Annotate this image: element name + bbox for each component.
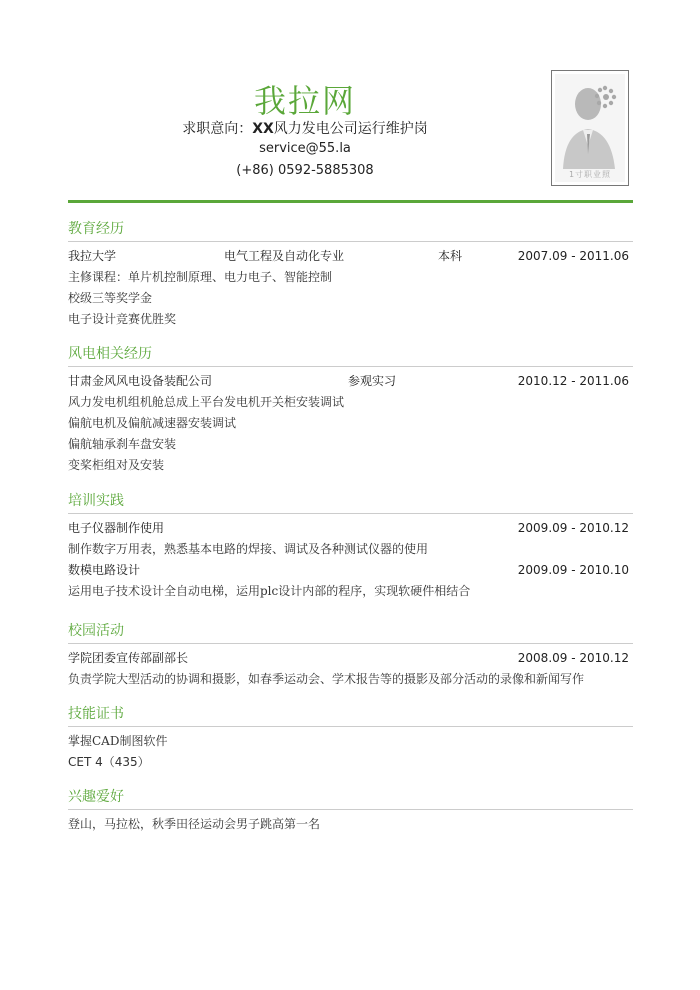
section-divider <box>68 366 633 367</box>
section-divider <box>68 643 633 644</box>
section-skills <box>68 703 633 773</box>
photo-caption: 1寸职业照 <box>568 170 612 179</box>
experience-detail: 偏航电机及偏航减速器安装调试 <box>68 416 237 430</box>
training-date: 2009.09 - 2010.10 <box>517 563 629 577</box>
experience-detail: 风力发电机组机舱总成上平台发电机开关柜安装调试 <box>68 395 345 409</box>
campus-date: 2008.09 - 2010.12 <box>517 651 629 665</box>
training-name: 电子仪器制作使用 <box>68 521 165 535</box>
training-detail: 制作数字万用表，熟悉基本电路的焊接、调试及各种测试仪器的使用 <box>68 542 429 556</box>
degree: 本科 <box>438 249 463 263</box>
section-education <box>68 218 633 330</box>
contact-phone: (+86) 0592-5885308 <box>236 163 374 178</box>
experience-detail: 变桨柜组对及安装 <box>68 458 165 472</box>
major: 电气工程及自动化专业 <box>224 249 345 263</box>
section-campus <box>68 620 633 690</box>
section-title: 教育经历 <box>68 221 124 237</box>
education-detail: 电子设计竞赛优胜奖 <box>68 312 177 326</box>
experience-date: 2010.12 - 2011.06 <box>517 374 629 388</box>
training-row <box>68 560 633 581</box>
section-title: 风电相关经历 <box>68 346 152 362</box>
job-intent-company: XX <box>252 121 274 137</box>
header-divider <box>68 200 633 203</box>
campus-row <box>68 648 633 669</box>
company-name: 甘肃金风风电设备装配公司 <box>68 374 213 388</box>
job-intent-label: 求职意向： <box>182 121 253 137</box>
section-divider <box>68 726 633 727</box>
section-divider <box>68 513 633 514</box>
job-intent-position: 风力发电公司运行维护岗 <box>273 121 428 137</box>
school-name: 我拉大学 <box>68 249 117 263</box>
hobby-item: 登山，马拉松，秋季田径运动会男子跳高第一名 <box>68 817 321 831</box>
section-training <box>68 490 633 602</box>
job-intent <box>0 118 610 138</box>
education-detail: 主修课程：单片机控制原理、电力电子、智能控制 <box>68 270 333 284</box>
training-name: 数模电路设计 <box>68 563 141 577</box>
section-divider <box>68 809 633 810</box>
person-silhouette-icon <box>555 74 625 182</box>
experience-role: 参观实习 <box>348 374 397 388</box>
avatar <box>555 74 625 182</box>
contact-email: service@55.la <box>259 141 351 156</box>
campus-detail: 负责学院大型活动的协调和摄影，如春季运动会、学术报告等的摄影及部分活动的录像和新闻写作 <box>68 672 585 686</box>
profile-photo <box>551 70 629 186</box>
resume-header <box>0 0 700 205</box>
experience-detail: 偏航轴承刹车盘安装 <box>68 437 177 451</box>
section-wind-experience <box>68 343 633 476</box>
section-title: 技能证书 <box>68 706 124 722</box>
section-title: 校园活动 <box>68 623 124 639</box>
section-title: 兴趣爱好 <box>68 789 124 805</box>
training-date: 2009.09 - 2010.12 <box>517 521 629 535</box>
education-detail: 校级三等奖学金 <box>68 291 153 305</box>
campus-role: 学院团委宣传部副部长 <box>68 651 189 665</box>
candidate-name: 我拉网 <box>253 82 356 120</box>
training-row <box>68 518 633 539</box>
skill-item: CET 4（435） <box>68 755 150 769</box>
section-hobbies <box>68 786 633 835</box>
section-title: 培训实践 <box>68 493 124 509</box>
education-row <box>68 246 633 267</box>
training-detail: 运用电子技术设计全自动电梯，运用plc设计内部的程序，实现软硬件相结合 <box>68 584 471 598</box>
skill-item: 掌握CAD制图软件 <box>68 734 168 748</box>
section-divider <box>68 241 633 242</box>
education-date: 2007.09 - 2011.06 <box>517 249 629 263</box>
experience-row <box>68 371 633 392</box>
